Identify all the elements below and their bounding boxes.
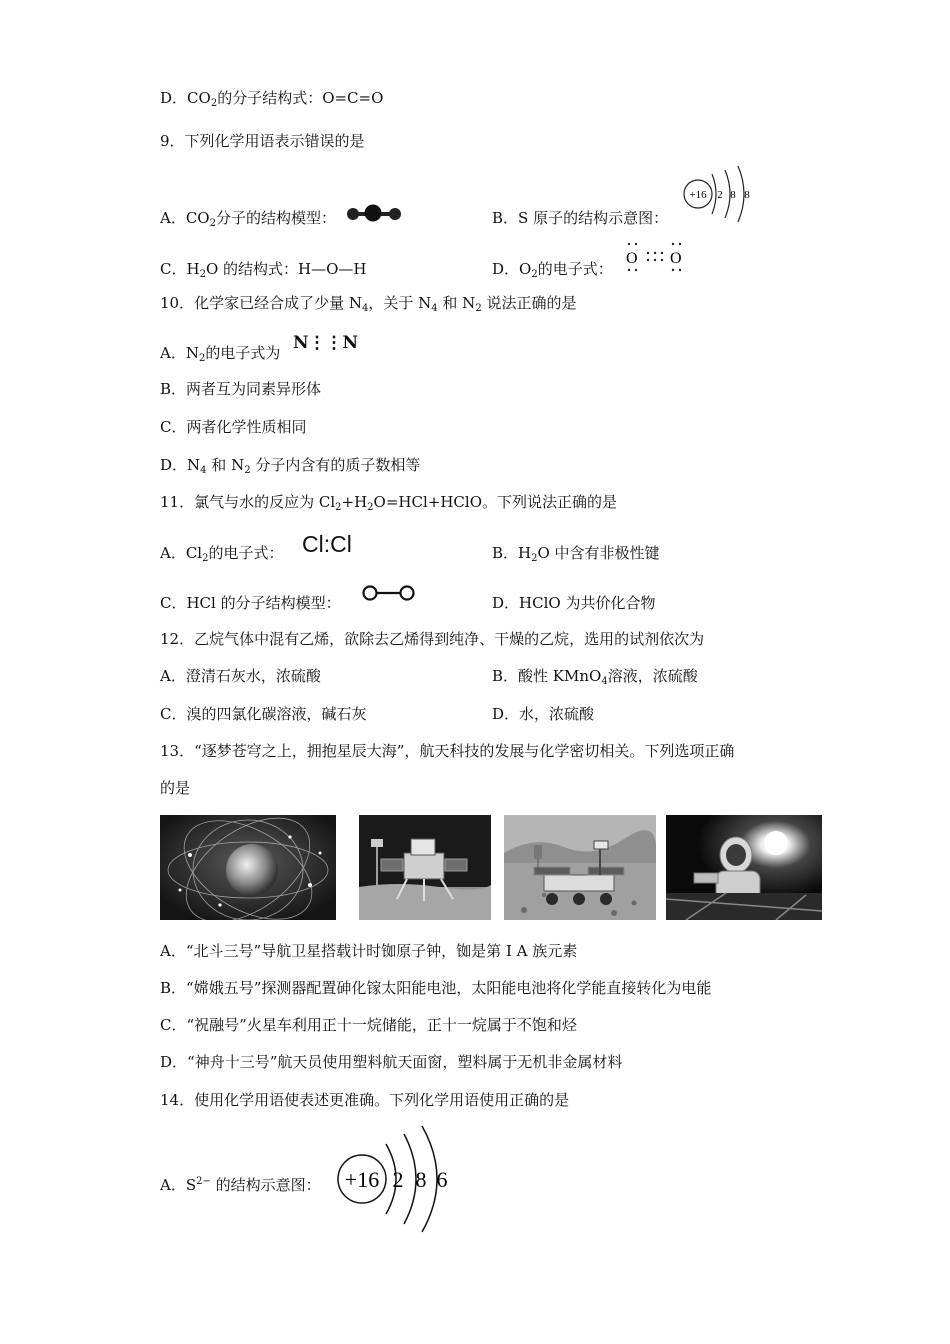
change5-lander-photo xyxy=(359,815,491,920)
q11-stem: 11．氯气与水的反应为 $Cl_2+H_2O=HCl+HClO$。下列说法正确的是 xyxy=(160,493,617,513)
nucleus-charge: +16 xyxy=(689,189,707,201)
q11-option-b: B．$H_2O$ 中含有非极性键 xyxy=(492,544,660,564)
s2-ion-structure-diagram xyxy=(330,1122,460,1237)
q10-option-d: D．$N_4$ 和 $N_2$ 分子内含有的质子数相等 xyxy=(160,456,421,476)
beidou-satellite-photo xyxy=(160,815,336,920)
shell-2-count: 8 xyxy=(415,1167,427,1192)
q14-stem: 14．使用化学用语使表述更准确。下列化学用语使用正确的是 xyxy=(160,1091,570,1109)
q10-stem: 10．化学家已经合成了少量 $N_4$，关于 $N_4$ 和 $N_2$ 说法正确的是 xyxy=(160,294,577,314)
q12-option-d: D．水，浓硫酸 xyxy=(492,705,595,723)
q10-option-c: C．两者化学性质相同 xyxy=(160,418,307,436)
hcl-ball-model-figure xyxy=(360,582,420,604)
shell-1-count: 2 xyxy=(717,189,723,201)
shell-3-count: 8 xyxy=(744,189,750,201)
q10-option-b: B．两者互为同素异形体 xyxy=(160,380,322,398)
q9-option-a: A．$CO_2$分子的结构模型： xyxy=(160,209,336,229)
q13-option-a: A．“北斗三号”导航卫星搭载计时铷原子钟，铷是第 I A 族元素 xyxy=(160,942,578,960)
q13-option-c: C．“祝融号”火星车利用正十一烷储能，正十一烷属于不饱和烃 xyxy=(160,1016,577,1034)
q13-option-b: B．“嫦娥五号”探测器配置砷化镓太阳能电池，太阳能电池将化学能直接转化为电能 xyxy=(160,979,712,997)
cl2-electron-formula: Cl:Cl xyxy=(302,531,352,557)
co2-ball-model-figure xyxy=(340,203,410,225)
q9-option-d: D．$O_2$的电子式： xyxy=(492,260,613,280)
nucleus-charge: +16 xyxy=(344,1167,380,1192)
s-atom-structure-diagram xyxy=(680,160,755,226)
oxygen-atom-2: O xyxy=(670,250,682,267)
q9-option-c: C．$H_2O$ 的结构式：H—O—H xyxy=(160,260,367,280)
oxygen-atom-1: O xyxy=(626,250,638,267)
q13-stem-line-2: 的是 xyxy=(160,779,191,797)
q12-option-b: B．酸性 KMnO$_4$溶液，浓硫酸 xyxy=(492,667,698,687)
q9-stem: 9．下列化学用语表示错误的是 xyxy=(160,132,365,150)
q10-option-a: A．$N_2$的电子式为 xyxy=(160,344,281,364)
q14-option-a: A．$S^{2-}$ 的结构示意图： xyxy=(160,1176,321,1194)
q11-option-c: C．HCl 的分子结构模型： xyxy=(160,594,341,612)
q8-option-d: D．$CO_2$的分子结构式：O=C=O xyxy=(160,89,384,109)
shell-3-count: 6 xyxy=(436,1167,448,1192)
shenzhou13-astronaut-photo xyxy=(666,815,822,920)
shell-2-count: 8 xyxy=(730,189,736,201)
q12-option-a: A．澄清石灰水，浓硫酸 xyxy=(160,667,321,685)
q13-option-d: D．“神舟十三号”航天员使用塑料航天面窗，塑料属于无机非金属材料 xyxy=(160,1053,623,1071)
zhurong-rover-photo xyxy=(504,815,656,920)
q12-stem: 12．乙烷气体中混有乙烯，欲除去乙烯得到纯净、干燥的乙烷，选用的试剂依次为 xyxy=(160,630,705,648)
n2-electron-formula: N⋮⋮N xyxy=(293,333,359,353)
q12-option-c: C．溴的四氯化碳溶液，碱石灰 xyxy=(160,705,367,723)
o2-electron-formula xyxy=(618,236,688,276)
q9-option-b: B．S 原子的结构示意图： xyxy=(492,209,669,227)
shell-1-count: 2 xyxy=(392,1167,404,1192)
q13-stem-line-1: 13．“逐梦苍穹之上，拥抱星辰大海”，航天科技的发展与化学密切相关。下列选项正确 xyxy=(160,742,735,760)
q11-option-d: D．HClO 为共价化合物 xyxy=(492,594,656,612)
q11-option-a: A．$Cl_2$的电子式： xyxy=(160,544,284,564)
